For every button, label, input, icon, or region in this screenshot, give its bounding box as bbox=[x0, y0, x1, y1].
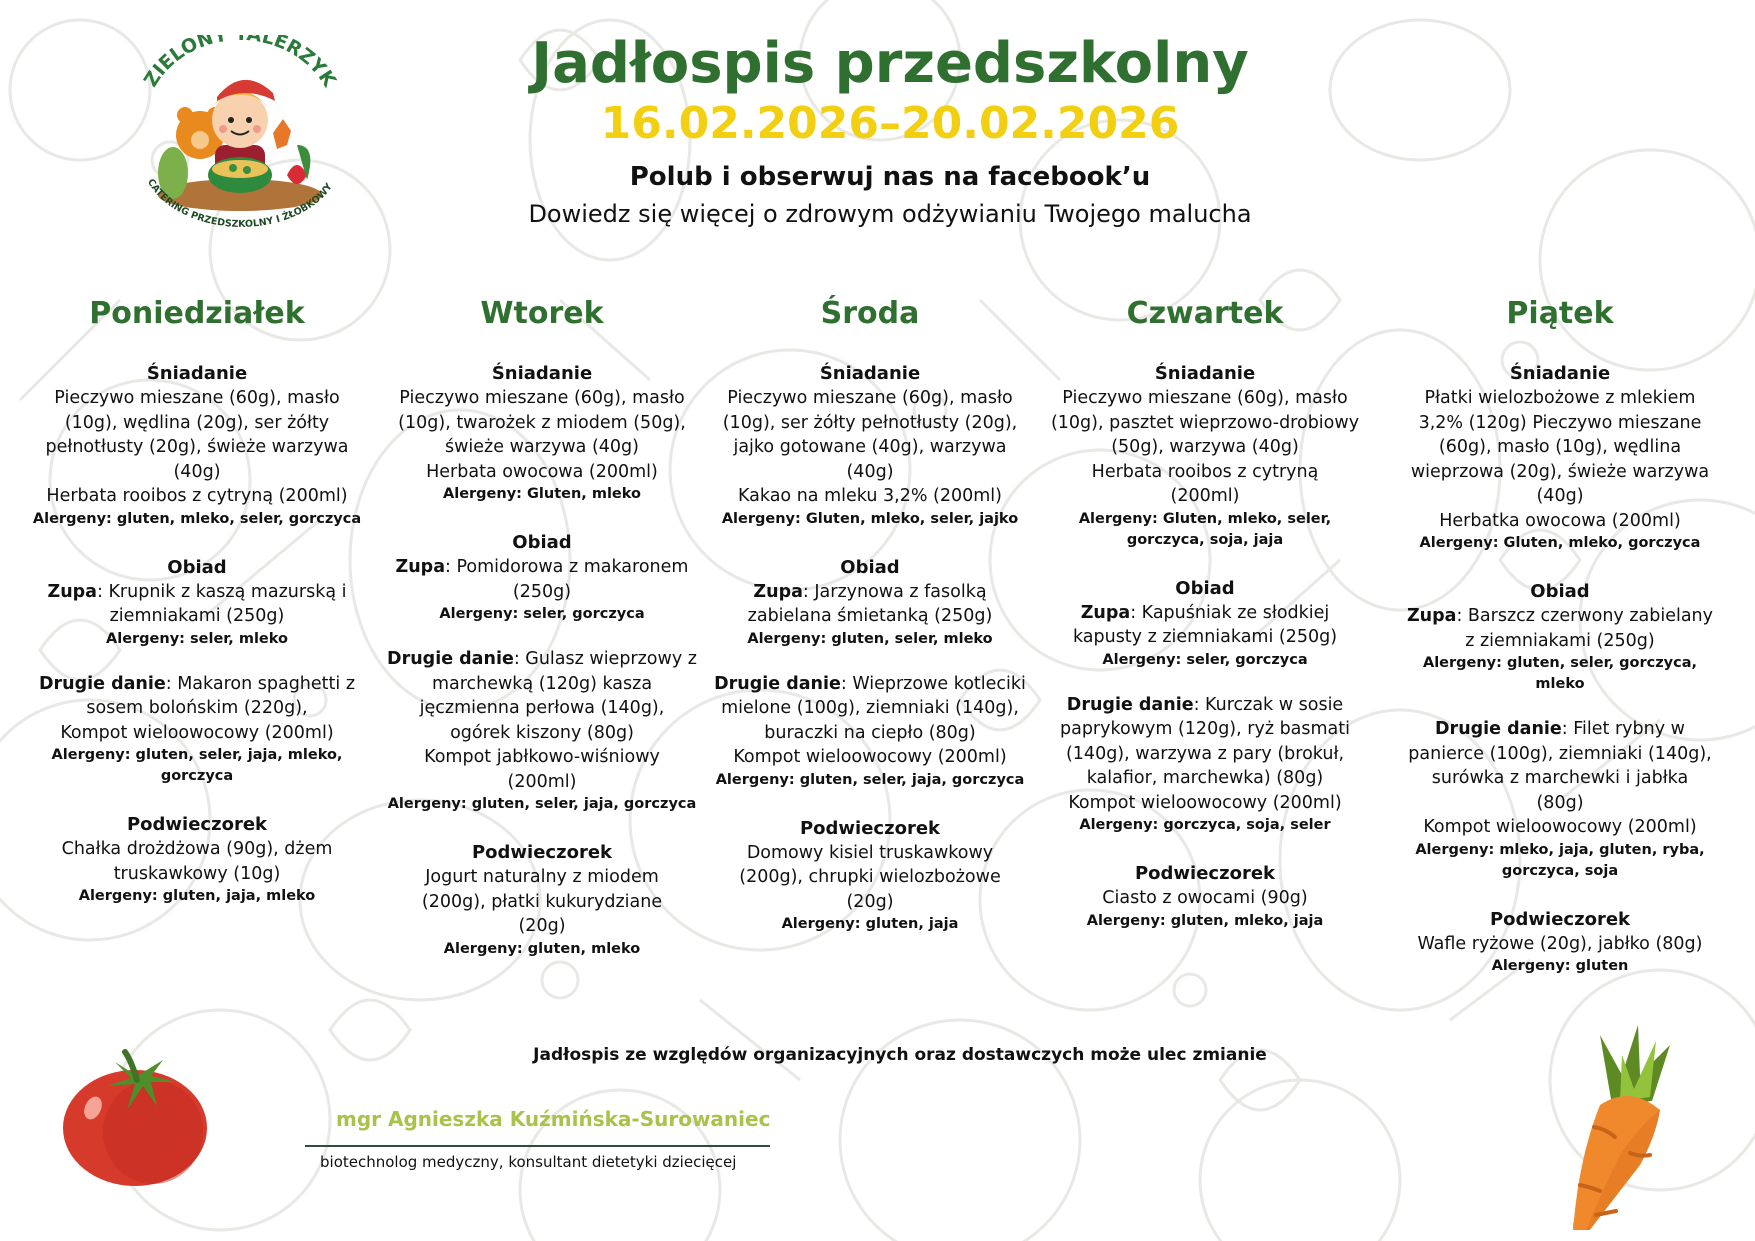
main-course-text: (200ml) bbox=[507, 771, 577, 792]
soup-label: Zupa bbox=[753, 581, 803, 602]
snack-section bbox=[700, 817, 1040, 936]
meal-title: Obiad bbox=[512, 532, 572, 553]
menu-line: Pieczywo mieszane (60g), masło bbox=[1062, 388, 1348, 408]
menu-line: Ciasto z owocami (90g) bbox=[1102, 888, 1308, 908]
main-course-line bbox=[700, 745, 1040, 770]
main-course-label: Drugie danie bbox=[1066, 694, 1194, 715]
menu-line: wieprzowa (20g), świeże warzywa bbox=[1410, 461, 1710, 482]
day-heading: Poniedziałek bbox=[89, 296, 305, 331]
soup-text: (250g) bbox=[512, 581, 572, 602]
menu-line: (40g) bbox=[173, 461, 221, 482]
main-course-label: Drugie danie bbox=[714, 673, 841, 694]
allergens: Alergeny: gluten, jaja, mleko bbox=[78, 888, 316, 904]
allergens: Alergeny: gluten, mleko, jaja bbox=[1086, 912, 1324, 929]
snack-section bbox=[1385, 908, 1735, 978]
menu-line: Herbata rooibos z cytryną bbox=[1091, 461, 1319, 482]
allergens: Alergeny: gluten, seler, gorczyca, bbox=[1422, 655, 1698, 671]
main-course-line bbox=[1035, 791, 1375, 816]
soup-text: z ziemniakami (250g) bbox=[1465, 630, 1655, 651]
allergens: gorczyca, soja, jaja bbox=[1126, 531, 1284, 548]
menu-line: Chałka drożdżowa (90g), dżem bbox=[61, 839, 333, 859]
soup-text: : Krupnik z kaszą mazurską i bbox=[96, 581, 347, 602]
main-course-text: marchewką (120g) kasza bbox=[431, 673, 653, 694]
snack-section bbox=[22, 813, 372, 907]
soup-text: : Barszcz czerwony zabielany bbox=[1456, 606, 1714, 626]
allergens: Alergeny: seler, gorczyca bbox=[439, 606, 645, 622]
soup-line bbox=[1035, 625, 1375, 650]
menu-line: Herbata rooibos z cytryną (200ml) bbox=[46, 486, 348, 506]
main-course-text: Kompot wieloowocowy (200ml) bbox=[733, 747, 1007, 767]
logo bbox=[125, 35, 355, 240]
day-heading: Środa bbox=[820, 296, 920, 331]
signature-divider bbox=[305, 1145, 770, 1147]
logo-brand: ZIELONY LERZYK bbox=[139, 35, 341, 91]
allergens: Alergeny: gluten, seler, jaja, gorczyca bbox=[715, 771, 1025, 788]
day-heading: Wtorek bbox=[480, 296, 604, 331]
meal-title: Podwieczorek bbox=[1489, 908, 1631, 930]
menu-line: (40g) bbox=[1536, 486, 1584, 506]
soup-text: kapusty z ziemniakami (250g) bbox=[1072, 627, 1338, 647]
allergens: gorczyca bbox=[160, 768, 234, 784]
carrot-icon bbox=[1560, 1005, 1700, 1230]
lunch-section bbox=[1035, 577, 1375, 837]
breakfast-section bbox=[700, 362, 1040, 530]
menu-line: (20g) bbox=[518, 916, 566, 936]
breakfast-section bbox=[1035, 362, 1375, 551]
meal-title: Śniadanie bbox=[491, 363, 593, 384]
main-course-text: : Makaron spaghetti z bbox=[165, 673, 356, 694]
allergens: Alergeny: seler, gorczyca bbox=[1102, 651, 1308, 668]
menu-line: Pieczywo mieszane (60g), masło bbox=[54, 388, 340, 408]
soup-line bbox=[372, 580, 712, 605]
main-course-line bbox=[22, 721, 372, 746]
menu-line: Pieczywo mieszane (60g), masło bbox=[399, 388, 685, 408]
main-course-text: paprykowym (120g), ryż basmati bbox=[1059, 719, 1351, 739]
page-title: Jadłospis przedszkolny bbox=[531, 31, 1249, 96]
menu-line: (50g), warzywa (40g) bbox=[1111, 437, 1299, 457]
soup-line bbox=[700, 604, 1040, 629]
lunch-section bbox=[372, 531, 712, 815]
soup-line bbox=[700, 580, 1040, 605]
soup-label: Zupa bbox=[1080, 602, 1131, 623]
allergens: Alergeny: gluten, seler, mleko bbox=[747, 630, 993, 647]
allergens: Alergeny: Gluten, mleko, seler, jajko bbox=[721, 510, 1019, 527]
main-course-line bbox=[1385, 766, 1735, 791]
day-column bbox=[700, 296, 1040, 961]
main-course-line bbox=[700, 721, 1040, 746]
main-course-text: : Wieprzowe kotleciki bbox=[840, 673, 1026, 694]
menu-line: (10g), twarożek z miodem (50g), bbox=[398, 412, 686, 433]
facebook-callout: Polub i obserwuj nas na facebook’u bbox=[629, 162, 1151, 192]
main-course-line bbox=[1035, 766, 1375, 791]
main-course-text: sosem bolońskim (220g), bbox=[86, 698, 308, 718]
menu-line: Jogurt naturalny z miodem bbox=[425, 867, 659, 887]
menu-line: (200g), chrupki wielozbożowe bbox=[739, 867, 1001, 887]
main-course-line bbox=[1035, 693, 1375, 718]
meal-title: Obiad bbox=[840, 556, 900, 578]
day-heading: Piątek bbox=[1506, 296, 1614, 331]
allergens: Alergeny: Gluten, mleko bbox=[443, 486, 641, 502]
spacer bbox=[22, 650, 372, 672]
menu-line: (200ml) bbox=[1170, 486, 1240, 506]
allergens: Alergeny: gluten bbox=[1491, 958, 1629, 974]
soup-label: Zupa bbox=[47, 581, 97, 602]
menu-line: (20g) bbox=[846, 891, 894, 912]
change-notice: Jadłospis ze względów organizacyjnych oraz dostawczych może ulec zmianie bbox=[533, 1045, 1267, 1065]
breakfast-section bbox=[372, 362, 712, 505]
soup-text: : Jarzynowa z fasolką bbox=[802, 581, 987, 602]
header-subtitle: Dowiedz się więcej o zdrowym odżywianiu Twojego malucha bbox=[528, 200, 1252, 228]
main-course-text: kalafior, marchewka) (80g) bbox=[1086, 768, 1324, 788]
allergens: Alergeny: seler, mleko bbox=[106, 630, 288, 647]
main-course-line bbox=[700, 696, 1040, 721]
author-name: mgr Agnieszka Kuźmińska-Surowaniec bbox=[336, 1107, 771, 1131]
main-course-line bbox=[1035, 717, 1375, 742]
menu-line: truskawkowy (10g) bbox=[113, 863, 281, 884]
main-course-text: Kompot wieloowocowy (200ml) bbox=[1423, 817, 1697, 837]
allergens: Alergeny: gluten, jaja bbox=[781, 916, 959, 932]
main-course-text: : Kurczak w sosie bbox=[1193, 694, 1344, 715]
lunch-section bbox=[1385, 580, 1735, 882]
meal-title: Podwieczorek bbox=[799, 817, 941, 839]
meal-title: Śniadanie bbox=[1509, 363, 1611, 384]
soup-line bbox=[1385, 604, 1735, 629]
main-course-line bbox=[372, 647, 712, 672]
author-role: biotechnolog medyczny, konsultant dietetyki dziecięcej bbox=[320, 1153, 737, 1171]
allergens: gorczyca, soja bbox=[1501, 862, 1619, 879]
main-course-text: : Filet rybny w bbox=[1561, 719, 1685, 739]
soup-label: Zupa bbox=[1406, 606, 1457, 626]
spacer bbox=[700, 650, 1040, 672]
main-course-text: surówka z marchewki i jabłka bbox=[1431, 768, 1689, 788]
menu-line: świeże warzywa (40g) bbox=[445, 437, 639, 457]
soup-text: : Pomidorowa z makaronem bbox=[445, 557, 689, 577]
allergens: Alergeny: Gluten, mleko, seler, bbox=[1078, 510, 1332, 527]
main-course-line bbox=[1385, 717, 1735, 742]
day-column bbox=[1035, 296, 1375, 958]
soup-label: Zupa bbox=[395, 557, 446, 577]
main-course-text: ogórek kiszony (80g) bbox=[450, 722, 634, 743]
main-course-line bbox=[372, 770, 712, 795]
main-course-text: Kompot wieloowocowy (200ml) bbox=[60, 722, 334, 743]
main-course-line bbox=[1385, 742, 1735, 767]
allergens: mleko bbox=[1535, 676, 1585, 692]
main-course-line bbox=[22, 672, 372, 697]
main-course-line bbox=[372, 672, 712, 697]
logo-tagline: CATERING PRZEDSZKOLNY I ŻŁOBKOWY bbox=[144, 177, 335, 230]
meal-title: Obiad bbox=[167, 556, 227, 578]
lunch-section bbox=[22, 556, 372, 788]
menu-line: pełnotłusty (20g), świeże warzywa bbox=[45, 437, 349, 457]
meal-title: Śniadanie bbox=[146, 363, 248, 384]
soup-line bbox=[1385, 629, 1735, 654]
main-course-text: Kompot wieloowocowy (200ml) bbox=[1068, 792, 1342, 813]
meal-title: Podwieczorek bbox=[471, 842, 613, 863]
breakfast-section bbox=[22, 362, 372, 530]
menu-line: Herbata owocowa (200ml) bbox=[426, 461, 658, 482]
meal-title: Podwieczorek bbox=[1134, 863, 1276, 884]
spacer bbox=[1035, 671, 1375, 693]
main-course-label: Drugie danie bbox=[387, 649, 514, 669]
menu-line: Kakao na mleku 3,2% (200ml) bbox=[737, 486, 1002, 506]
main-course-line bbox=[372, 745, 712, 770]
meal-title: Obiad bbox=[1175, 577, 1235, 599]
soup-line bbox=[22, 604, 372, 629]
menu-line: Pieczywo mieszane (60g), masło bbox=[727, 388, 1013, 408]
menu-line: Herbatka owocowa (200ml) bbox=[1439, 510, 1681, 531]
main-course-line bbox=[700, 672, 1040, 697]
meal-title: Śniadanie bbox=[819, 363, 921, 384]
main-course-text: (140g), warzywa z pary (brokuł, bbox=[1065, 743, 1345, 764]
main-course-label: Drugie danie bbox=[1435, 719, 1562, 739]
soup-text: ziemniakami (250g) bbox=[109, 606, 285, 626]
menu-line: Domowy kisiel truskawkowy bbox=[746, 842, 994, 863]
spacer bbox=[1385, 695, 1735, 717]
main-course-line bbox=[372, 721, 712, 746]
menu-line: jajko gotowane (40g), warzywa bbox=[733, 437, 1007, 457]
main-course-line bbox=[1385, 815, 1735, 840]
spacer bbox=[372, 625, 712, 647]
soup-line bbox=[1035, 601, 1375, 626]
menu-line: Płatki wielozbożowe z mlekiem bbox=[1424, 388, 1696, 408]
snack-section bbox=[372, 841, 712, 960]
day-column bbox=[22, 296, 372, 933]
soup-line bbox=[372, 555, 712, 580]
allergens: Alergeny: gluten, seler, jaja, gorczyca bbox=[387, 796, 697, 812]
soup-text: zabielana śmietanką (250g) bbox=[747, 606, 993, 626]
allergens: Alergeny: gorczyca, soja, seler bbox=[1079, 817, 1331, 833]
menu-line: (10g), ser żółty pełnotłusty (20g), bbox=[722, 412, 1018, 433]
menu-line: (10g), wędlina (20g), ser żółty bbox=[64, 412, 330, 433]
snack-section bbox=[1035, 862, 1375, 932]
meal-title: Obiad bbox=[1530, 581, 1590, 602]
allergens: Alergeny: mleko, jaja, gluten, ryba, bbox=[1415, 841, 1705, 858]
main-course-text: : Gulasz wieprzowy z bbox=[513, 649, 697, 669]
date-range: 16.02.2026–20.02.2026 bbox=[600, 98, 1180, 149]
main-course-text: Kompot jabłkowo-wiśniowy bbox=[424, 747, 660, 767]
tomato-icon bbox=[55, 1040, 215, 1190]
menu-line: 3,2% (120g) Pieczywo mieszane bbox=[1418, 412, 1702, 433]
main-course-text: (80g) bbox=[1536, 792, 1584, 813]
soup-text: : Kapuśniak ze słodkiej bbox=[1130, 602, 1330, 623]
soup-line bbox=[22, 580, 372, 605]
allergens: Alergeny: gluten, mleko bbox=[443, 940, 641, 957]
lunch-section bbox=[700, 556, 1040, 791]
allergens: Alergeny: Gluten, mleko, gorczyca bbox=[1419, 535, 1701, 551]
main-course-line bbox=[372, 696, 712, 721]
main-course-text: jęczmienna perłowa (140g), bbox=[419, 698, 665, 718]
breakfast-section bbox=[1385, 362, 1735, 554]
menu-line: (10g), pasztet wieprzowo-drobiowy bbox=[1050, 412, 1360, 433]
meal-title: Podwieczorek bbox=[126, 814, 268, 835]
main-course-text: panierce (100g), ziemniaki (140g), bbox=[1408, 743, 1712, 764]
menu-line: (60g), masło (10g), wędlina bbox=[1438, 437, 1682, 457]
menu-line: (40g) bbox=[846, 461, 894, 482]
main-course-line bbox=[1385, 791, 1735, 816]
day-column bbox=[372, 296, 712, 986]
allergens: Alergeny: gluten, mleko, seler, gorczyca bbox=[32, 510, 362, 527]
day-heading: Czwartek bbox=[1126, 296, 1284, 331]
day-column bbox=[1385, 296, 1735, 1003]
main-course-text: mielone (100g), ziemniaki (140g), bbox=[721, 698, 1019, 718]
main-course-label: Drugie danie bbox=[38, 673, 166, 694]
main-course-text: buraczki na ciepło (80g) bbox=[764, 722, 976, 743]
allergens: Alergeny: gluten, seler, jaja, mleko, bbox=[51, 747, 343, 763]
kid-with-bowl-logo-icon bbox=[125, 35, 355, 240]
menu-line: Wafle ryżowe (20g), jabłko (80g) bbox=[1417, 933, 1703, 954]
meal-title: Śniadanie bbox=[1154, 363, 1256, 384]
main-course-line bbox=[1035, 742, 1375, 767]
menu-line: (200g), płatki kukurydziane bbox=[421, 891, 663, 912]
main-course-line bbox=[22, 696, 372, 721]
